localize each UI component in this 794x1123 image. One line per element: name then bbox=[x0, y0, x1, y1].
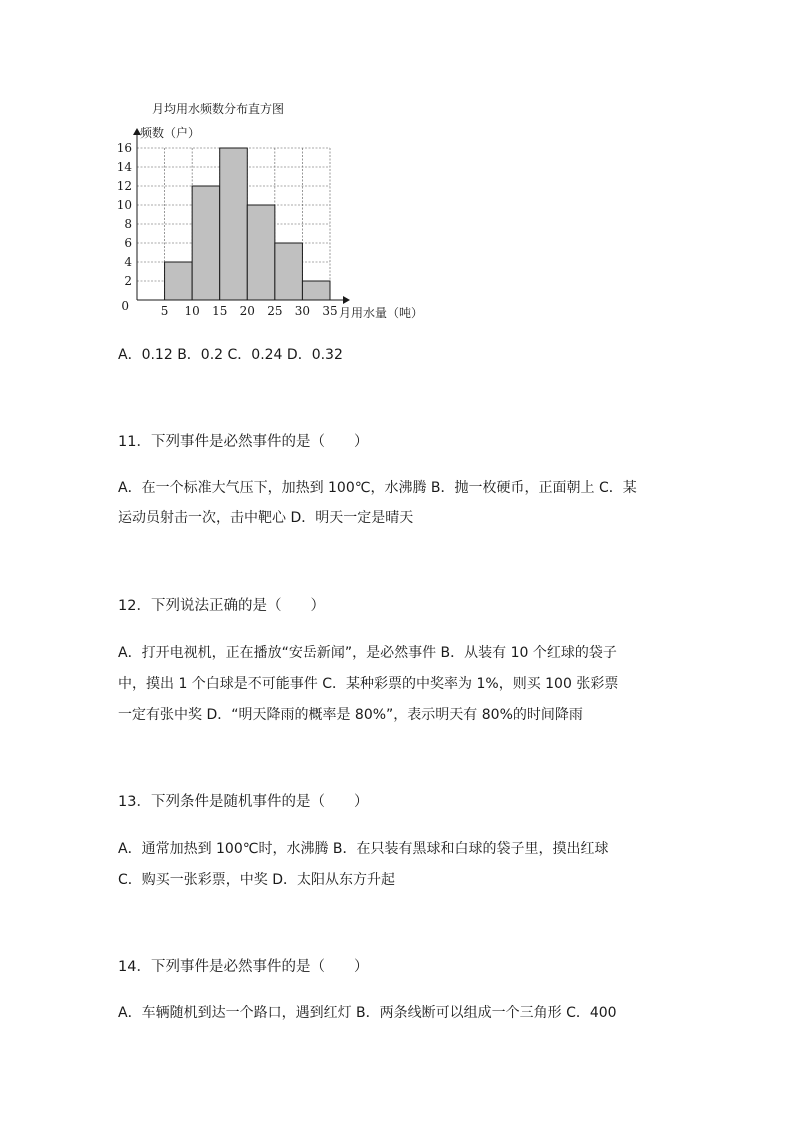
histogram-bar bbox=[165, 262, 193, 300]
y-axis-label: 频数（户） bbox=[140, 126, 201, 140]
x-tick-label: 35 bbox=[322, 304, 338, 318]
y-tick-label: 12 bbox=[116, 179, 132, 193]
x-tick-label: 5 bbox=[160, 304, 169, 318]
y-tick-label: 0 bbox=[121, 299, 129, 313]
q11-line-1: A．在一个标准大气压下，加热到 100℃，水沸腾 B．抛一枚硬币，正面朝上 C．某 bbox=[118, 480, 637, 496]
q11-line-2: 运动员射击一次，击中靶心 D．明天一定是晴天 bbox=[118, 510, 414, 526]
q13-line-2: C．购买一张彩票，中奖 D．太阳从东方升起 bbox=[118, 872, 396, 888]
histogram-bar bbox=[302, 281, 330, 300]
histogram-svg bbox=[110, 95, 450, 330]
y-tick-label: 4 bbox=[124, 255, 132, 269]
q12-title: 12．下列说法正确的是（ ） bbox=[118, 598, 325, 614]
chart-title: 月均用水频数分布直方图 bbox=[152, 102, 285, 116]
x-tick-label: 25 bbox=[267, 304, 283, 318]
y-tick-label: 6 bbox=[124, 236, 132, 250]
x-tick-label: 30 bbox=[294, 304, 311, 318]
histogram-bar bbox=[247, 205, 275, 300]
histogram-chart bbox=[110, 95, 450, 330]
histogram-bar bbox=[192, 186, 220, 300]
q11-title: 11．下列事件是必然事件的是（ ） bbox=[118, 434, 369, 450]
q14-title: 14．下列事件是必然事件的是（ ） bbox=[118, 959, 369, 975]
y-tick-label: 16 bbox=[116, 141, 132, 155]
histogram-bar bbox=[275, 243, 303, 300]
histogram-bar bbox=[220, 148, 248, 300]
x-tick-label: 20 bbox=[239, 304, 255, 318]
x-axis-label: 月用水量（吨） bbox=[339, 306, 424, 320]
y-tick-label: 10 bbox=[116, 198, 132, 212]
x-tick-label: 15 bbox=[212, 304, 228, 318]
y-tick-label: 2 bbox=[124, 274, 132, 288]
q13-line-1: A．通常加热到 100℃时，水沸腾 B．在只装有黑球和白球的袋子里，摸出红球 bbox=[118, 841, 609, 857]
q14-line-1: A．车辆随机到达一个路口，遇到红灯 B．两条线断可以组成一个三角形 C．400 bbox=[118, 1005, 617, 1021]
q12-line-1: A．打开电视机，正在播放“安岳新闻”，是必然事件 B．从装有 10 个红球的袋子 bbox=[118, 645, 617, 661]
q12-line-3: 一定有张中奖 D．“明天降雨的概率是 80%”，表示明天有 80%的时间降雨 bbox=[118, 707, 583, 723]
q12-line-2: 中，摸出 1 个白球是不可能事件 C．某种彩票的中奖率为 1%，则买 100 张彩票 bbox=[118, 676, 619, 692]
x-axis-arrow bbox=[343, 296, 350, 304]
x-tick-label: 10 bbox=[184, 304, 200, 318]
q10-options: A．0.12 B．0.2 C．0.24 D．0.32 bbox=[118, 347, 343, 363]
y-tick-label: 14 bbox=[116, 160, 132, 174]
y-tick-label: 8 bbox=[124, 217, 132, 231]
q13-title: 13．下列条件是随机事件的是（ ） bbox=[118, 794, 369, 810]
